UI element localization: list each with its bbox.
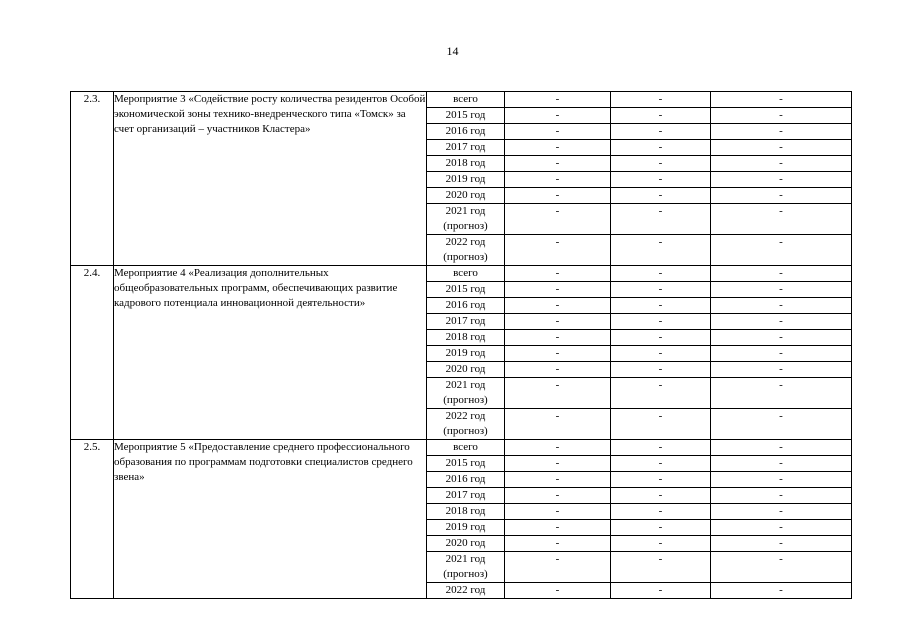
period-label: 2016 год <box>427 298 505 314</box>
value-cell: - <box>711 552 852 583</box>
period-label: 2022 год (прогноз) <box>427 409 505 440</box>
value-cell: - <box>505 156 611 172</box>
value-cell: - <box>505 488 611 504</box>
value-cell: - <box>611 456 711 472</box>
period-label: 2022 год <box>427 583 505 599</box>
value-cell: - <box>505 172 611 188</box>
value-cell: - <box>711 536 852 552</box>
value-cell: - <box>611 298 711 314</box>
value-cell: - <box>711 298 852 314</box>
value-cell: - <box>611 266 711 282</box>
value-cell: - <box>711 188 852 204</box>
period-label: 2015 год <box>427 456 505 472</box>
period-label: 2021 год (прогноз) <box>427 552 505 583</box>
activity-title: Мероприятие 5 «Предоставление среднего профессионального образования по программам подготовки специалистов среднего звена» <box>114 440 427 599</box>
period-label: 2021 год (прогноз) <box>427 204 505 235</box>
value-cell: - <box>711 409 852 440</box>
value-cell: - <box>611 536 711 552</box>
value-cell: - <box>611 504 711 520</box>
activity-title: Мероприятие 4 «Реализация дополнительных общеобразовательных программ, обеспечивающих развитие кадрового потенциала инновационной деятельности» <box>114 266 427 440</box>
value-cell: - <box>611 124 711 140</box>
period-label: 2015 год <box>427 108 505 124</box>
value-cell: - <box>505 362 611 378</box>
value-cell: - <box>711 330 852 346</box>
value-cell: - <box>711 124 852 140</box>
value-cell: - <box>505 552 611 583</box>
value-cell: - <box>505 520 611 536</box>
value-cell: - <box>711 583 852 599</box>
value-cell: - <box>711 314 852 330</box>
value-cell: - <box>711 92 852 108</box>
value-cell: - <box>505 204 611 235</box>
value-cell: - <box>711 520 852 536</box>
value-cell: - <box>611 488 711 504</box>
value-cell: - <box>611 108 711 124</box>
activities-table <box>70 91 852 599</box>
value-cell: - <box>505 266 611 282</box>
period-label: 2019 год <box>427 172 505 188</box>
value-cell: - <box>505 536 611 552</box>
value-cell: - <box>611 520 711 536</box>
value-cell: - <box>505 378 611 409</box>
activity-number: 2.4. <box>71 266 114 440</box>
value-cell: - <box>611 552 711 583</box>
value-cell: - <box>611 235 711 266</box>
period-label: 2015 год <box>427 282 505 298</box>
period-label: 2019 год <box>427 346 505 362</box>
value-cell: - <box>505 108 611 124</box>
value-cell: - <box>611 583 711 599</box>
period-label: всего <box>427 440 505 456</box>
period-label: 2021 год (прогноз) <box>427 378 505 409</box>
value-cell: - <box>611 140 711 156</box>
page-number: 14 <box>446 44 459 58</box>
value-cell: - <box>505 583 611 599</box>
value-cell: - <box>711 156 852 172</box>
activities-table-body <box>71 92 852 599</box>
value-cell: - <box>611 362 711 378</box>
activity-number: 2.3. <box>71 92 114 266</box>
value-cell: - <box>711 488 852 504</box>
value-cell: - <box>611 282 711 298</box>
period-label: 2019 год <box>427 520 505 536</box>
value-cell: - <box>711 172 852 188</box>
value-cell: - <box>711 378 852 409</box>
value-cell: - <box>711 456 852 472</box>
table-row <box>71 92 852 108</box>
table-row <box>71 440 852 456</box>
value-cell: - <box>611 156 711 172</box>
value-cell: - <box>711 472 852 488</box>
period-label: 2017 год <box>427 140 505 156</box>
activity-title: Мероприятие 3 «Содействие росту количества резидентов Особой экономической зоны технико-внедренческого типа «Томск» за счет организаций – участников Кластера» <box>114 92 427 266</box>
value-cell: - <box>611 330 711 346</box>
table-row <box>71 266 852 282</box>
value-cell: - <box>611 204 711 235</box>
value-cell: - <box>611 188 711 204</box>
value-cell: - <box>611 378 711 409</box>
value-cell: - <box>611 92 711 108</box>
value-cell: - <box>611 346 711 362</box>
value-cell: - <box>611 409 711 440</box>
value-cell: - <box>711 266 852 282</box>
value-cell: - <box>711 108 852 124</box>
value-cell: - <box>505 298 611 314</box>
period-label: всего <box>427 266 505 282</box>
period-label: всего <box>427 92 505 108</box>
value-cell: - <box>711 440 852 456</box>
period-label: 2022 год (прогноз) <box>427 235 505 266</box>
period-label: 2018 год <box>427 504 505 520</box>
value-cell: - <box>505 330 611 346</box>
value-cell: - <box>711 140 852 156</box>
period-label: 2020 год <box>427 362 505 378</box>
period-label: 2018 год <box>427 330 505 346</box>
value-cell: - <box>505 409 611 440</box>
value-cell: - <box>711 282 852 298</box>
value-cell: - <box>711 362 852 378</box>
activity-number: 2.5. <box>71 440 114 599</box>
value-cell: - <box>611 314 711 330</box>
period-label: 2020 год <box>427 188 505 204</box>
value-cell: - <box>505 504 611 520</box>
value-cell: - <box>711 346 852 362</box>
value-cell: - <box>505 346 611 362</box>
period-label: 2018 год <box>427 156 505 172</box>
value-cell: - <box>505 314 611 330</box>
value-cell: - <box>505 282 611 298</box>
period-label: 2016 год <box>427 472 505 488</box>
value-cell: - <box>611 172 711 188</box>
value-cell: - <box>505 472 611 488</box>
value-cell: - <box>505 235 611 266</box>
value-cell: - <box>505 140 611 156</box>
value-cell: - <box>611 440 711 456</box>
value-cell: - <box>505 456 611 472</box>
value-cell: - <box>505 440 611 456</box>
period-label: 2020 год <box>427 536 505 552</box>
period-label: 2016 год <box>427 124 505 140</box>
value-cell: - <box>611 472 711 488</box>
period-label: 2017 год <box>427 314 505 330</box>
period-label: 2017 год <box>427 488 505 504</box>
value-cell: - <box>505 124 611 140</box>
value-cell: - <box>711 235 852 266</box>
value-cell: - <box>505 92 611 108</box>
value-cell: - <box>711 504 852 520</box>
value-cell: - <box>505 188 611 204</box>
value-cell: - <box>711 204 852 235</box>
